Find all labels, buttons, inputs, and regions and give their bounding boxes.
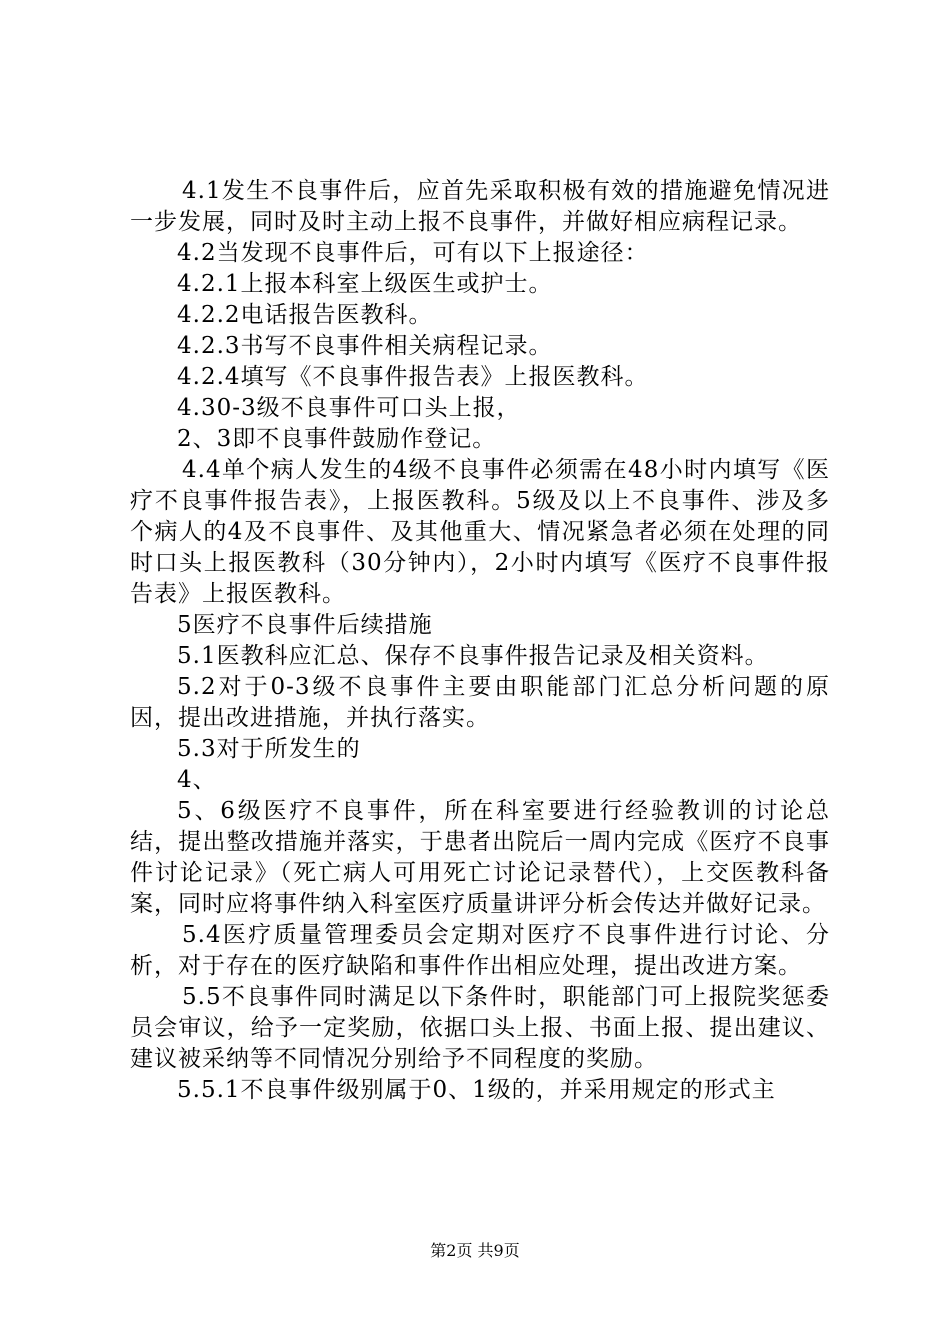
paragraph-4-3: 4.30-3级不良事件可口头上报，: [177, 395, 521, 421]
paragraph-4-3-cont: 2、3即不良事件鼓励作登记。: [177, 426, 497, 452]
paragraph-4-1: 4.1发生不良事件后，应首先采取积极有效的措施避免情况进一步发展，同时及时主动上报不良事件，并做好相应病程记录。: [130, 178, 830, 235]
paragraph-4-4: 4.4单个病人发生的4级不良事件必须需在48小时内填写《医疗不良事件报告表》，上报医教科。5级及以上不良事件、涉及多个病人的4及不良事件、及其他重大、情况紧急者必须在处理的同时口头上报医教科（30分钟内），2小时内填写《医疗不良事件报告表》上报医教科。: [130, 457, 830, 607]
paragraph-4-2-3: 4.2.3书写不良事件相关病程记录。: [177, 333, 553, 359]
paragraph-5-3: 5.3对于所发生的: [177, 736, 361, 762]
paragraph-5-5: 5.5不良事件同时满足以下条件时，职能部门可上报院奖惩委员会审议，给予一定奖励，依据口头上报、书面上报、提出建议、建议被采纳等不同情况分别给予不同程度的奖励。: [130, 984, 830, 1072]
paragraph-5-4: 5.4医疗质量管理委员会定期对医疗不良事件进行讨论、分析，对于存在的医疗缺陷和事件作出相应处理，提出改进方案。: [130, 922, 830, 979]
paragraph-5-1: 5.1医教科应汇总、保存不良事件报告记录及相关资料。: [177, 643, 769, 669]
paragraph-5-3-item-5-6: 5、6级医疗不良事件，所在科室要进行经验教训的讨论总结，提出整改措施并落实，于患者出院后一周内完成《医疗不良事件讨论记录》（死亡病人可用死亡讨论记录替代），上交医教科备案，同时应将事件纳入科室医疗质量讲评分析会传达并做好记录。: [130, 798, 830, 917]
paragraph-4-2-2: 4.2.2电话报告医教科。: [177, 302, 433, 328]
paragraph-5-5-1: 5.5.1不良事件级别属于0、1级的，并采用规定的形式主: [177, 1077, 776, 1103]
section-5-heading: 5医疗不良事件后续措施: [177, 612, 433, 638]
paragraph-5-3-item-4: 4、: [177, 767, 217, 793]
document-body: [130, 176, 830, 1106]
paragraph-4-2: 4.2当发现不良事件后，可有以下上报途径：: [177, 240, 649, 266]
paragraph-5-2: 5.2对于0-3级不良事件主要由职能部门汇总分析问题的原因，提出改进措施，并执行落实。: [130, 674, 830, 731]
paragraph-4-2-4: 4.2.4填写《不良事件报告表》上报医教科。: [177, 364, 649, 390]
paragraph-4-2-1: 4.2.1上报本科室上级医生或护士。: [177, 271, 553, 297]
page-footer: 第2页 共9页: [430, 1241, 520, 1260]
